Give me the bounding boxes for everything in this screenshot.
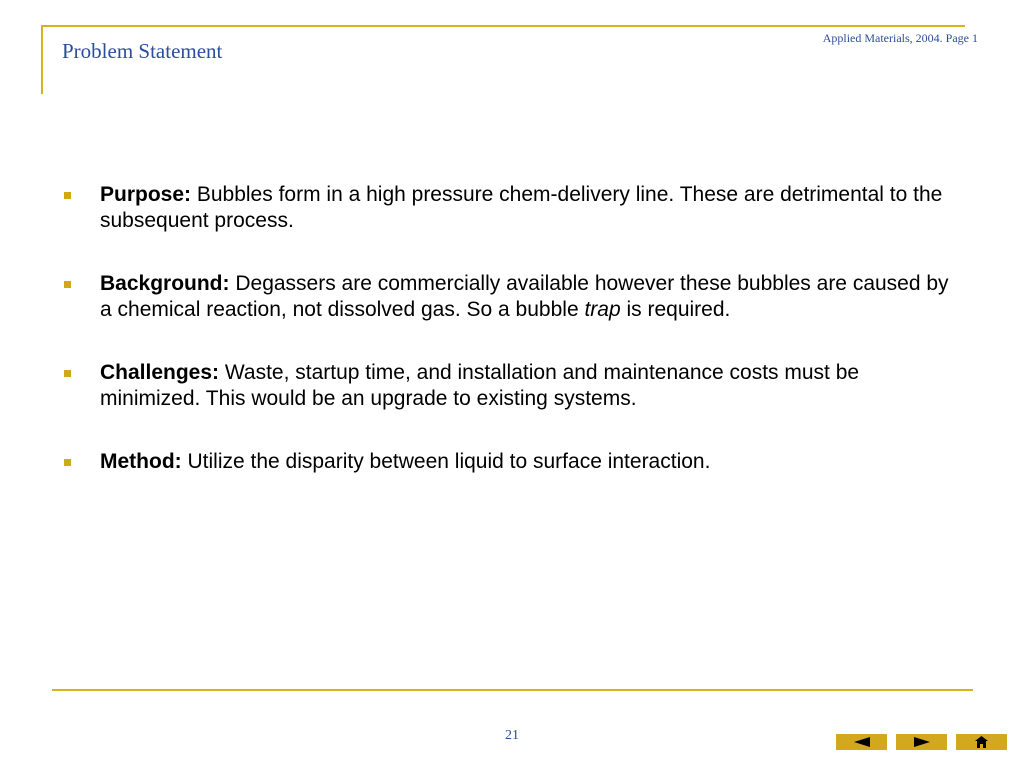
header-rule bbox=[41, 25, 965, 27]
bullet-text-end: is required. bbox=[620, 298, 731, 321]
bullet-purpose bbox=[62, 182, 962, 234]
bullet-heading: Method: bbox=[100, 450, 182, 473]
next-slide-button[interactable] bbox=[896, 734, 947, 750]
page-number: 21 bbox=[505, 728, 519, 743]
bullet-heading: Background: bbox=[100, 272, 230, 295]
bullet-square-icon bbox=[64, 281, 71, 288]
bullet-background bbox=[62, 271, 962, 323]
arrow-left-icon bbox=[854, 737, 870, 747]
bullet-square-icon bbox=[64, 370, 71, 377]
bullet-text: Utilize the disparity between liquid to surface interaction. bbox=[181, 450, 711, 473]
home-icon bbox=[975, 736, 988, 748]
bullet-heading: Purpose: bbox=[100, 183, 192, 206]
source-note: Applied Materials, 2004. Page 1 bbox=[822, 31, 978, 45]
bullet-text: Bubbles form in a high pressure chem-delivery line. These are detrimental to the subsequent process. bbox=[100, 183, 943, 232]
bullet-list bbox=[62, 182, 962, 512]
bullet-heading: Challenges: bbox=[100, 361, 220, 384]
bullet-text: Waste, startup time, and installation and maintenance costs must be minimized. This would be an upgrade to existing systems. bbox=[100, 361, 860, 410]
bullet-challenges bbox=[62, 360, 962, 412]
footer-rule bbox=[52, 689, 973, 691]
slide-title: Problem Statement bbox=[62, 39, 223, 63]
header-side-rule bbox=[41, 25, 43, 94]
previous-slide-button[interactable] bbox=[836, 734, 887, 750]
bullet-text: Degassers are commercially available however these bubbles are caused by a chemical reaction, not dissolved gas. So a bubble bbox=[100, 272, 949, 321]
home-button[interactable] bbox=[956, 734, 1007, 750]
arrow-right-icon bbox=[914, 737, 930, 747]
bullet-method bbox=[62, 449, 962, 475]
bullet-square-icon bbox=[64, 192, 71, 199]
bullet-emphasis: trap bbox=[584, 298, 621, 321]
bullet-square-icon bbox=[64, 459, 71, 466]
